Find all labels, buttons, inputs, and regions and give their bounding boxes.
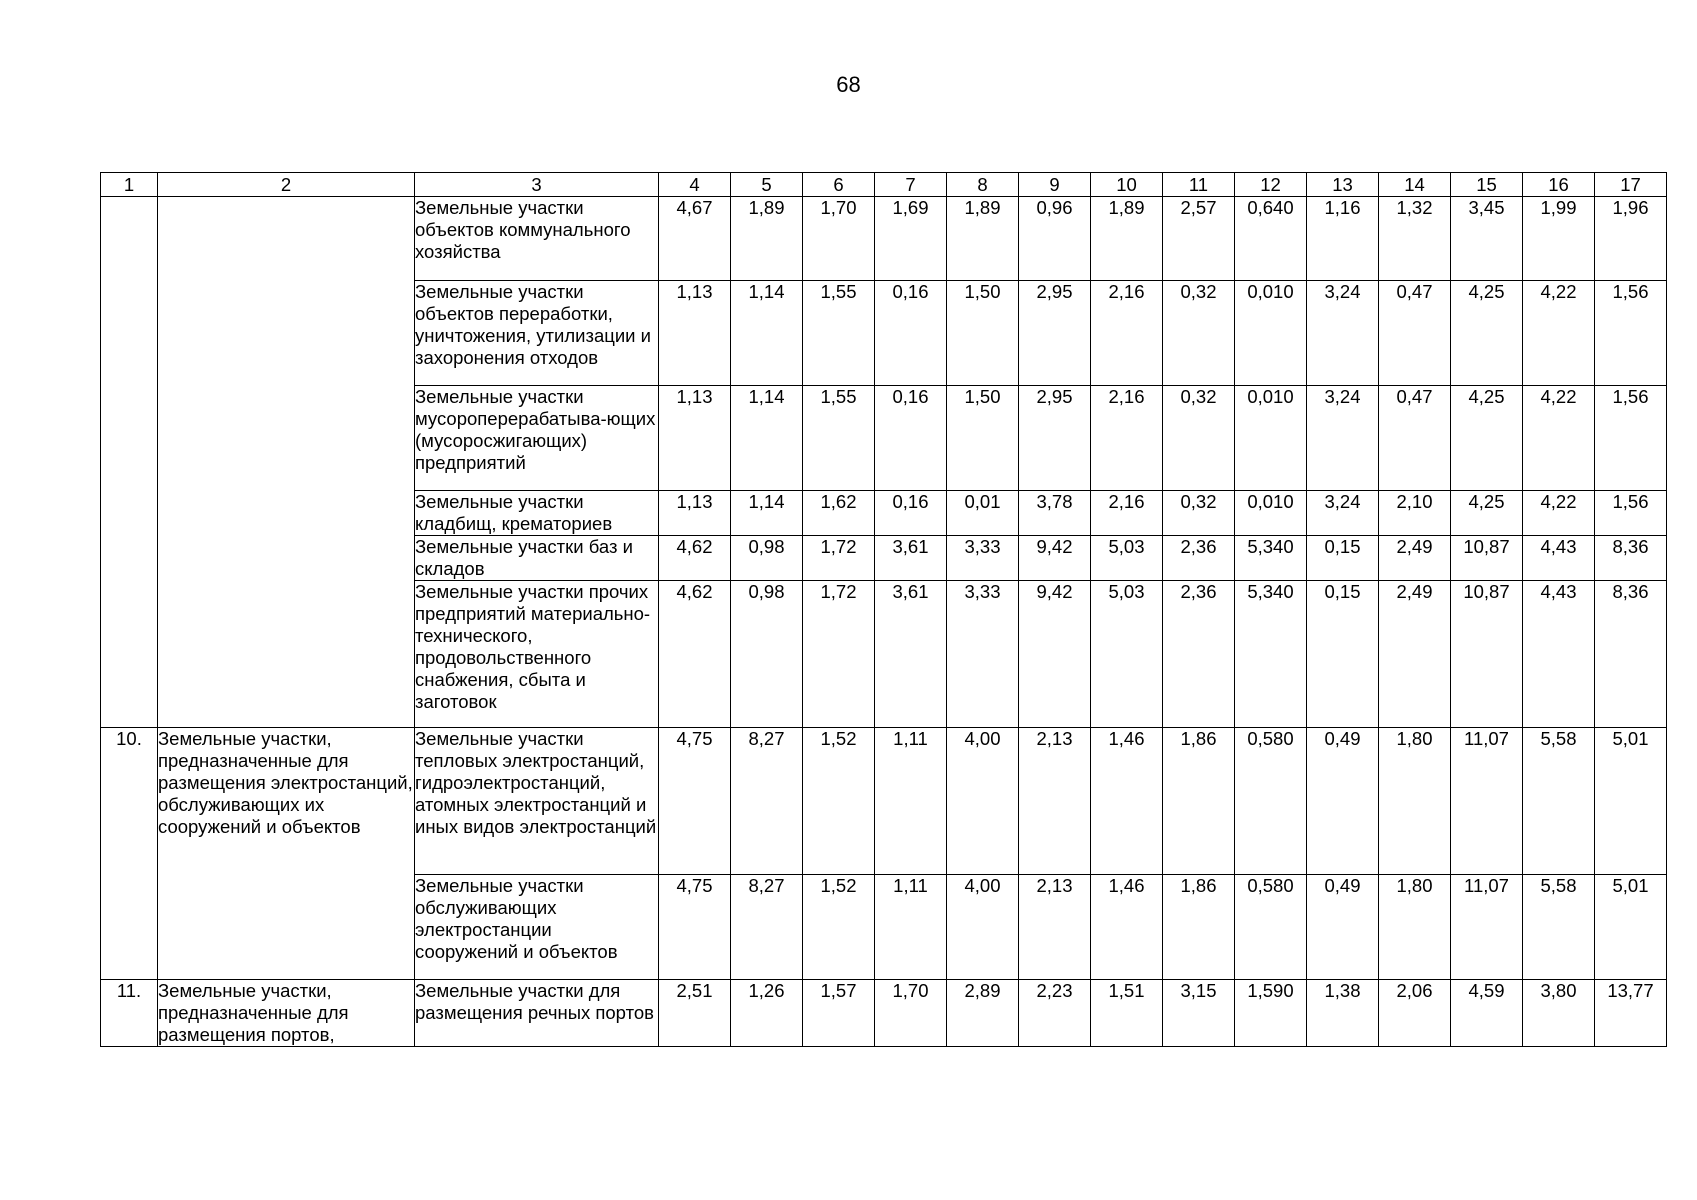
value-cell: 0,010	[1235, 491, 1307, 536]
category-cell	[158, 197, 415, 728]
value-cell: 13,77	[1595, 980, 1667, 1047]
value-cell: 2,95	[1019, 386, 1091, 491]
value-cell: 4,67	[659, 197, 731, 281]
value-cell: 1,51	[1091, 980, 1163, 1047]
value-cell: 0,98	[731, 581, 803, 728]
value-cell: 5,58	[1523, 875, 1595, 980]
subcategory-cell: Земельные участки объектов коммунального хозяйства	[415, 197, 659, 281]
subcategory-cell: Земельные участки объектов переработки, уничтожения, утилизации и захоронения отходов	[415, 281, 659, 386]
page-number: 68	[836, 72, 861, 97]
value-cell: 1,26	[731, 980, 803, 1047]
column-number: 13	[1307, 173, 1379, 197]
value-cell: 1,69	[875, 197, 947, 281]
column-number: 10	[1091, 173, 1163, 197]
value-cell: 1,14	[731, 491, 803, 536]
value-cell: 1,56	[1595, 281, 1667, 386]
value-cell: 3,33	[947, 581, 1019, 728]
value-cell: 1,56	[1595, 491, 1667, 536]
value-cell: 2,13	[1019, 728, 1091, 875]
value-cell: 1,99	[1523, 197, 1595, 281]
value-cell: 2,36	[1163, 581, 1235, 728]
value-cell: 2,16	[1091, 386, 1163, 491]
value-cell: 1,89	[731, 197, 803, 281]
value-cell: 0,32	[1163, 491, 1235, 536]
value-cell: 0,15	[1307, 536, 1379, 581]
value-cell: 11,07	[1451, 728, 1523, 875]
value-cell: 4,43	[1523, 536, 1595, 581]
value-cell: 2,13	[1019, 875, 1091, 980]
value-cell: 5,01	[1595, 728, 1667, 875]
value-cell: 9,42	[1019, 536, 1091, 581]
value-cell: 1,32	[1379, 197, 1451, 281]
subcategory-cell: Земельные участки обслуживающих электростанции сооружений и объектов	[415, 875, 659, 980]
column-number: 8	[947, 173, 1019, 197]
value-cell: 2,49	[1379, 536, 1451, 581]
value-cell: 1,46	[1091, 875, 1163, 980]
value-cell: 1,13	[659, 491, 731, 536]
subcategory-cell: Земельные участки баз и складов	[415, 536, 659, 581]
value-cell: 2,51	[659, 980, 731, 1047]
value-cell: 10,87	[1451, 536, 1523, 581]
value-cell: 1,11	[875, 875, 947, 980]
value-cell: 1,14	[731, 386, 803, 491]
value-cell: 1,38	[1307, 980, 1379, 1047]
value-cell: 0,49	[1307, 728, 1379, 875]
value-cell: 1,89	[1091, 197, 1163, 281]
table-row	[101, 728, 1667, 875]
row-number-cell: 10.	[101, 728, 158, 980]
value-cell: 8,27	[731, 875, 803, 980]
value-cell: 3,15	[1163, 980, 1235, 1047]
column-number: 12	[1235, 173, 1307, 197]
value-cell: 1,13	[659, 281, 731, 386]
column-number: 9	[1019, 173, 1091, 197]
value-cell: 0,01	[947, 491, 1019, 536]
value-cell: 5,03	[1091, 581, 1163, 728]
value-cell: 5,03	[1091, 536, 1163, 581]
value-cell: 4,22	[1523, 281, 1595, 386]
value-cell: 2,49	[1379, 581, 1451, 728]
header-row	[101, 173, 1667, 197]
value-cell: 3,33	[947, 536, 1019, 581]
column-number: 4	[659, 173, 731, 197]
value-cell: 3,61	[875, 536, 947, 581]
column-number: 2	[158, 173, 415, 197]
value-cell: 2,06	[1379, 980, 1451, 1047]
value-cell: 3,78	[1019, 491, 1091, 536]
value-cell: 10,87	[1451, 581, 1523, 728]
column-number: 5	[731, 173, 803, 197]
value-cell: 3,24	[1307, 281, 1379, 386]
subcategory-cell: Земельные участки кладбищ, крематориев	[415, 491, 659, 536]
value-cell: 2,36	[1163, 536, 1235, 581]
value-cell: 1,13	[659, 386, 731, 491]
value-cell: 0,98	[731, 536, 803, 581]
value-cell: 1,89	[947, 197, 1019, 281]
subcategory-cell: Земельные участки прочих предприятий материально-технического, продовольственного снабжения, сбыта и заготовок	[415, 581, 659, 728]
value-cell: 8,27	[731, 728, 803, 875]
value-cell: 4,00	[947, 875, 1019, 980]
value-cell: 1,11	[875, 728, 947, 875]
value-cell: 1,57	[803, 980, 875, 1047]
column-number: 15	[1451, 173, 1523, 197]
value-cell: 5,58	[1523, 728, 1595, 875]
value-cell: 1,80	[1379, 728, 1451, 875]
value-cell: 2,23	[1019, 980, 1091, 1047]
value-cell: 1,55	[803, 281, 875, 386]
column-number: 14	[1379, 173, 1451, 197]
subcategory-cell: Земельные участки мусороперерабатыва-ющих (мусоросжигающих) предприятий	[415, 386, 659, 491]
value-cell: 5,01	[1595, 875, 1667, 980]
value-cell: 4,43	[1523, 581, 1595, 728]
column-number: 7	[875, 173, 947, 197]
value-cell: 2,57	[1163, 197, 1235, 281]
category-cell: Земельные участки, предназначенные для размещения портов,	[158, 980, 415, 1047]
table-row	[101, 197, 1667, 281]
value-cell: 1,56	[1595, 386, 1667, 491]
value-cell: 2,16	[1091, 281, 1163, 386]
value-cell: 1,50	[947, 281, 1019, 386]
value-cell: 4,22	[1523, 491, 1595, 536]
value-cell: 2,10	[1379, 491, 1451, 536]
value-cell: 1,46	[1091, 728, 1163, 875]
value-cell: 8,36	[1595, 536, 1667, 581]
category-cell: Земельные участки, предназначенные для размещения электростанций, обслуживающих их сооружений и объектов	[158, 728, 415, 980]
value-cell: 1,86	[1163, 728, 1235, 875]
value-cell: 0,47	[1379, 281, 1451, 386]
value-cell: 0,32	[1163, 281, 1235, 386]
value-cell: 11,07	[1451, 875, 1523, 980]
value-cell: 1,80	[1379, 875, 1451, 980]
value-cell: 9,42	[1019, 581, 1091, 728]
value-cell: 0,010	[1235, 281, 1307, 386]
value-cell: 1,590	[1235, 980, 1307, 1047]
value-cell: 4,25	[1451, 491, 1523, 536]
value-cell: 1,52	[803, 875, 875, 980]
value-cell: 0,640	[1235, 197, 1307, 281]
value-cell: 0,010	[1235, 386, 1307, 491]
subcategory-cell: Земельные участки тепловых электростанций, гидроэлектростанций, атомных электростанций и иных видов электростанций	[415, 728, 659, 875]
value-cell: 1,86	[1163, 875, 1235, 980]
subcategory-cell: Земельные участки для размещения речных портов	[415, 980, 659, 1047]
column-number: 1	[101, 173, 158, 197]
value-cell: 1,96	[1595, 197, 1667, 281]
value-cell: 1,14	[731, 281, 803, 386]
row-number-cell	[101, 197, 158, 728]
value-cell: 4,62	[659, 581, 731, 728]
value-cell: 1,50	[947, 386, 1019, 491]
column-number: 17	[1595, 173, 1667, 197]
value-cell: 1,52	[803, 728, 875, 875]
value-cell: 2,89	[947, 980, 1019, 1047]
value-cell: 3,80	[1523, 980, 1595, 1047]
value-cell: 3,24	[1307, 491, 1379, 536]
value-cell: 4,75	[659, 728, 731, 875]
value-cell: 3,45	[1451, 197, 1523, 281]
value-cell: 0,15	[1307, 581, 1379, 728]
value-cell: 3,61	[875, 581, 947, 728]
value-cell: 0,47	[1379, 386, 1451, 491]
value-cell: 4,59	[1451, 980, 1523, 1047]
value-cell: 2,16	[1091, 491, 1163, 536]
value-cell: 0,49	[1307, 875, 1379, 980]
value-cell: 1,55	[803, 386, 875, 491]
value-cell: 5,340	[1235, 581, 1307, 728]
value-cell: 3,24	[1307, 386, 1379, 491]
value-cell: 2,95	[1019, 281, 1091, 386]
table-row	[101, 980, 1667, 1047]
value-cell: 8,36	[1595, 581, 1667, 728]
value-cell: 5,340	[1235, 536, 1307, 581]
value-cell: 0,16	[875, 491, 947, 536]
column-number: 16	[1523, 173, 1595, 197]
value-cell: 0,16	[875, 281, 947, 386]
value-cell: 4,00	[947, 728, 1019, 875]
value-cell: 0,16	[875, 386, 947, 491]
value-cell: 4,75	[659, 875, 731, 980]
column-number: 11	[1163, 173, 1235, 197]
value-cell: 1,70	[875, 980, 947, 1047]
value-cell: 4,62	[659, 536, 731, 581]
value-cell: 4,25	[1451, 281, 1523, 386]
row-number-cell: 11.	[101, 980, 158, 1047]
value-cell: 0,580	[1235, 728, 1307, 875]
column-number: 6	[803, 173, 875, 197]
value-cell: 1,70	[803, 197, 875, 281]
value-cell: 1,72	[803, 536, 875, 581]
value-cell: 4,25	[1451, 386, 1523, 491]
value-cell: 1,62	[803, 491, 875, 536]
value-cell: 1,72	[803, 581, 875, 728]
land-rates-table	[100, 172, 1667, 1047]
value-cell: 0,580	[1235, 875, 1307, 980]
value-cell: 0,96	[1019, 197, 1091, 281]
column-number: 3	[415, 173, 659, 197]
value-cell: 4,22	[1523, 386, 1595, 491]
value-cell: 1,16	[1307, 197, 1379, 281]
value-cell: 0,32	[1163, 386, 1235, 491]
